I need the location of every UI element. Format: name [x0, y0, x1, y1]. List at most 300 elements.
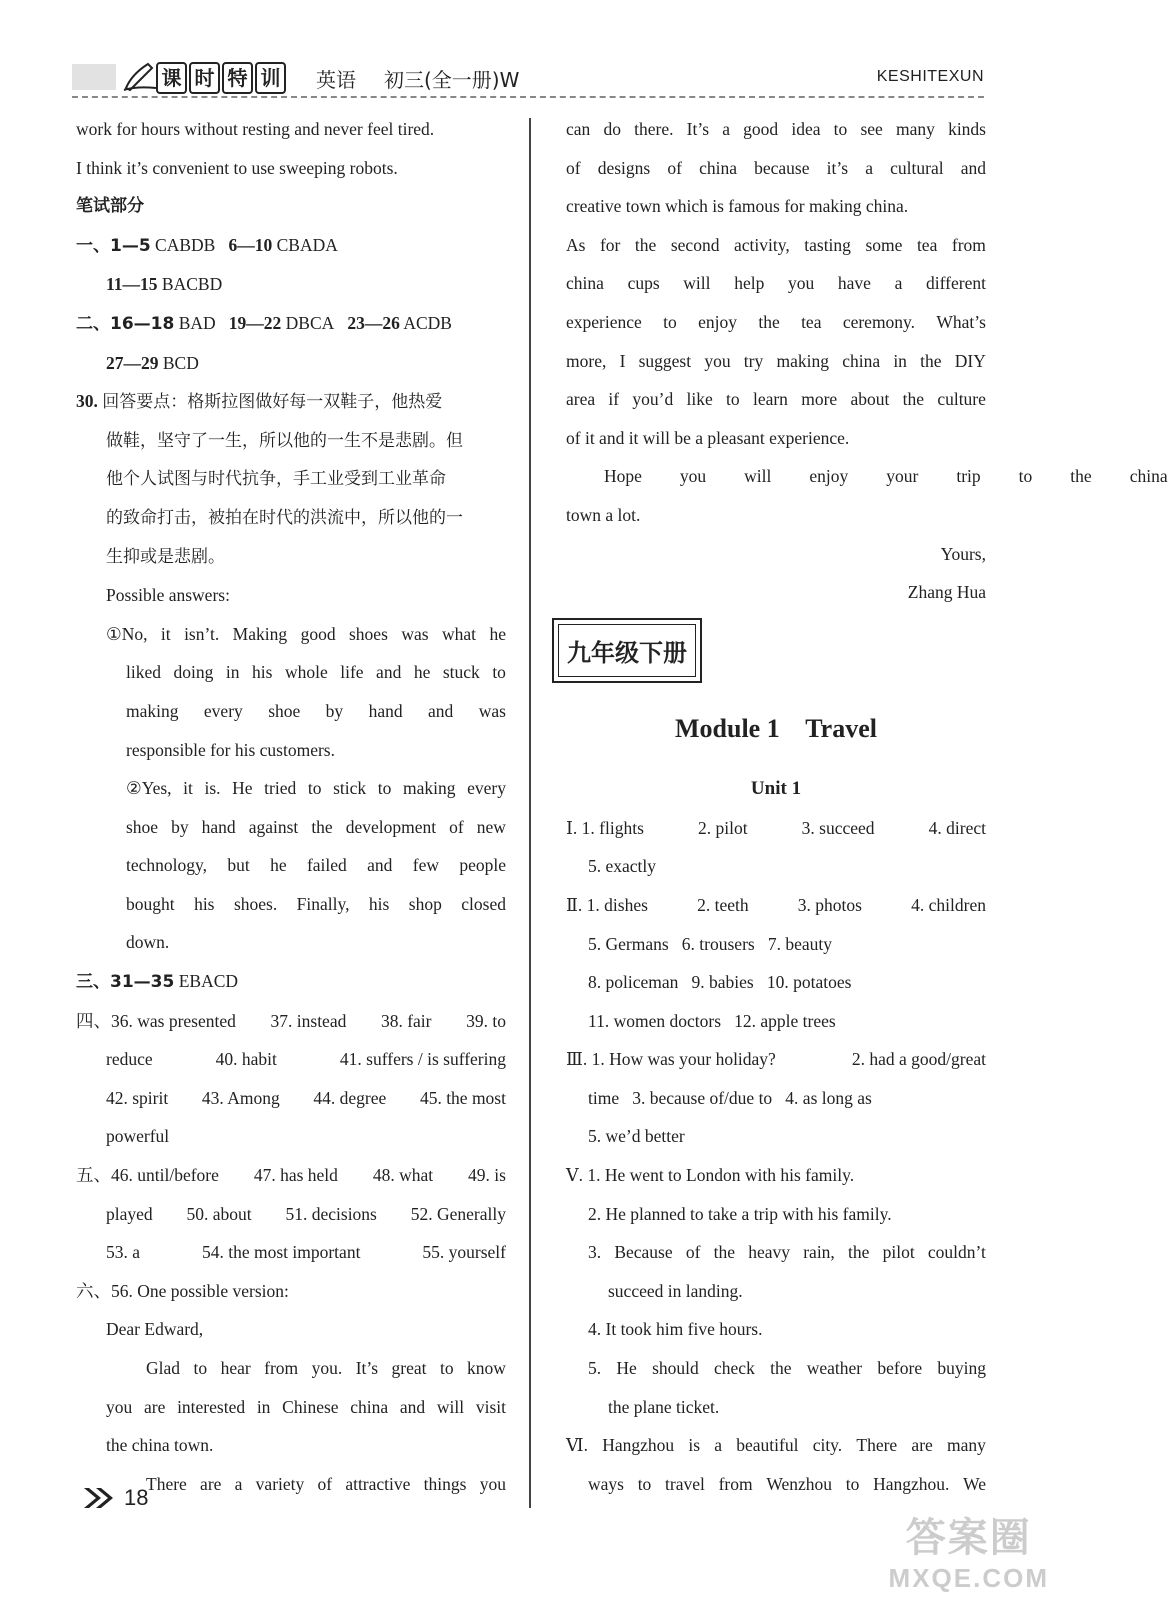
word: tea: [916, 234, 938, 255]
word: development: [345, 816, 437, 837]
word: see: [860, 119, 883, 139]
word: rain,: [803, 1242, 835, 1263]
word: will: [744, 466, 772, 487]
word: He: [616, 1358, 637, 1379]
brand-en: KESHITEXUN: [876, 68, 984, 85]
text-line: [566, 457, 1168, 496]
word: to: [1018, 466, 1033, 487]
text-line: Possible answers:: [106, 585, 230, 606]
text-line: [566, 380, 986, 419]
word: 43. Among: [201, 1087, 280, 1108]
word: about: [850, 389, 890, 410]
word: good: [743, 119, 779, 139]
word: Ⅵ.: [566, 1435, 588, 1456]
word: What’s: [936, 311, 986, 332]
word: in: [256, 1396, 271, 1417]
left-column: [76, 110, 506, 1503]
word: hand: [201, 816, 236, 837]
word: by: [325, 700, 344, 721]
word: was: [478, 700, 506, 721]
answer-line: [566, 809, 986, 848]
word: 49. is: [468, 1165, 506, 1186]
word: you: [787, 273, 815, 294]
text-line: town a lot.: [566, 504, 641, 525]
brand-char: 时: [189, 62, 220, 94]
word: Ⅱ. 1. dishes: [566, 894, 648, 915]
word: his: [252, 662, 273, 683]
letter-greeting: Dear Edward,: [106, 1319, 204, 1340]
word: few: [412, 855, 439, 876]
word: cultural: [890, 157, 944, 178]
subject-label: 英语: [316, 68, 356, 92]
word: do: [603, 119, 621, 139]
brand-title: [156, 62, 288, 94]
word: to: [307, 778, 322, 799]
word: 44. degree: [313, 1087, 387, 1108]
word: 53. a: [106, 1242, 141, 1263]
word: 47. has held: [253, 1165, 338, 1186]
text-line: [76, 846, 506, 885]
word: attractive: [345, 1473, 411, 1494]
word: know: [467, 1358, 506, 1378]
word: more: [801, 389, 838, 410]
answer-line: 4. It took him five hours.: [588, 1319, 763, 1340]
word: enjoy: [698, 311, 737, 332]
word: designs: [597, 157, 651, 178]
word: every: [467, 778, 506, 799]
answer-line: [76, 265, 506, 304]
answer-line: [76, 304, 506, 344]
module-title: Module 1 Travel: [675, 713, 877, 743]
word: there.: [634, 119, 674, 139]
text-line: I think it’s convenient to use sweeping robots.: [76, 157, 398, 178]
watermark-cn: 答案圈: [905, 1515, 1032, 1561]
word: cups: [627, 273, 660, 294]
word: heavy: [748, 1242, 791, 1263]
right-column: [566, 110, 1168, 1503]
answer-line: [76, 1002, 506, 1041]
word: experience: [566, 311, 642, 332]
word: suggest: [638, 350, 692, 371]
word: whole: [284, 662, 328, 683]
text-line: 六、56. One possible version:: [76, 1280, 289, 1301]
word: 54. the most important: [201, 1242, 361, 1263]
text-line: [76, 769, 506, 808]
word: shoe: [268, 700, 301, 721]
word: but: [227, 855, 250, 876]
text-line: [76, 653, 506, 692]
answer-line: Ⅴ. 1. He went to London with his family.: [566, 1165, 855, 1186]
word: should: [652, 1358, 699, 1379]
word: to: [845, 1473, 860, 1494]
answer-line: [76, 382, 506, 422]
word: couldn’t: [927, 1242, 986, 1263]
word: life: [340, 662, 364, 683]
unit-title: Unit 1: [750, 777, 802, 799]
text-line: 的致命打击，被拍在时代的洪流中，所以他的一: [106, 507, 463, 528]
word: different: [926, 273, 986, 294]
word: 2. pilot: [697, 817, 748, 838]
answer: BAD: [178, 312, 216, 333]
word: to: [492, 662, 506, 683]
word: you: [704, 350, 731, 371]
text-line: succeed in landing.: [608, 1280, 743, 1301]
word: hand: [368, 700, 403, 721]
word: activity,: [733, 234, 790, 255]
word: in: [225, 662, 240, 683]
watermark-en: MXQE.COM: [888, 1563, 1049, 1593]
word: is: [688, 1435, 701, 1456]
text-line: work for hours without resting and never feel tired.: [76, 119, 435, 139]
word: 45. the most: [419, 1087, 506, 1108]
word: against: [248, 816, 299, 837]
question-range: 11—15: [106, 274, 158, 295]
word: learn: [752, 389, 788, 410]
word: 48. what: [372, 1165, 434, 1186]
word: 2. had a good/great: [851, 1049, 986, 1070]
word: 38. fair: [380, 1010, 432, 1031]
word: because: [754, 157, 810, 178]
answer-line: 5. Germans 6. trousers 7. beauty: [588, 933, 832, 954]
word: to: [726, 389, 740, 410]
word: culture: [937, 389, 986, 410]
word: bought: [126, 893, 175, 914]
word: china: [1129, 466, 1168, 487]
answer: DBCA: [285, 312, 335, 333]
answer-line: 11. women doctors 12. apple trees: [588, 1010, 836, 1031]
word: people: [459, 855, 506, 876]
word: a: [714, 1435, 723, 1456]
word: can: [566, 119, 591, 139]
word: variety: [255, 1473, 305, 1494]
word: trip: [956, 466, 981, 487]
answer: CBADA: [276, 234, 338, 255]
word: doing: [173, 662, 214, 683]
word: There: [856, 1435, 898, 1456]
text-line: 做鞋，坚守了一生，所以他的一生不是悲剧。但: [106, 430, 463, 451]
answer-line: [76, 344, 506, 383]
word: china: [350, 1396, 389, 1417]
word: He: [232, 778, 253, 799]
word: 41. suffers / is suffering: [339, 1049, 506, 1070]
word: what: [441, 623, 477, 644]
word: great: [391, 1358, 427, 1378]
text-line: [566, 110, 986, 149]
word: a: [894, 273, 903, 294]
answer-line: [76, 962, 506, 1002]
word: ways: [588, 1473, 624, 1494]
word: the: [713, 1242, 736, 1263]
word: shop: [408, 893, 442, 914]
text-line: [566, 264, 986, 303]
word: it’s: [826, 157, 849, 178]
word: weather: [806, 1358, 863, 1379]
word: making: [126, 700, 179, 721]
word: of: [685, 1242, 701, 1263]
text-line: 他个人试图与时代抗争，手工业受到工业革命: [106, 469, 446, 490]
word: of: [317, 1473, 333, 1494]
word: Because: [614, 1242, 673, 1263]
word: it: [183, 778, 193, 799]
text-line: [76, 692, 506, 731]
word: 40. habit: [215, 1049, 277, 1070]
word: new: [476, 816, 506, 837]
question-range: 23—26: [347, 312, 400, 333]
word: visit: [475, 1396, 506, 1417]
answer-line: 5. exactly: [588, 856, 657, 877]
word: 4. children: [911, 894, 986, 915]
word: the: [770, 1358, 792, 1379]
question-range: 6—10: [228, 234, 273, 255]
word: Wenzhou: [766, 1473, 832, 1494]
answer-line: [566, 1426, 986, 1465]
word: tried: [264, 778, 297, 799]
section-heading: 笔试部分: [76, 196, 144, 217]
question-range: 一、1—5: [76, 235, 151, 256]
brand-char: 特: [222, 62, 253, 94]
word: played: [106, 1203, 153, 1224]
word: pilot: [882, 1242, 915, 1263]
word: ①No,: [106, 623, 148, 644]
text-line: [76, 808, 506, 847]
text-line: [76, 1349, 506, 1388]
word: if: [608, 389, 620, 410]
word: a: [722, 119, 730, 139]
text-line: [76, 615, 506, 654]
word: in: [893, 350, 907, 371]
answer: ACDB: [403, 312, 452, 333]
word: 3. photos: [797, 894, 862, 915]
text-line: [566, 303, 986, 342]
word: interested: [177, 1396, 246, 1417]
word: Glad: [146, 1358, 181, 1378]
word: area: [566, 389, 596, 410]
word: china: [699, 157, 737, 178]
word: making: [403, 778, 456, 799]
answer-line: [76, 1195, 506, 1234]
word: things: [423, 1473, 467, 1494]
answer-line: 2. He planned to take a trip with his family.: [588, 1203, 892, 1224]
word: a: [234, 1473, 243, 1494]
word: 55. yourself: [422, 1242, 506, 1263]
letter-signature: Zhang Hua: [907, 582, 986, 603]
word: We: [963, 1473, 986, 1494]
word: he: [489, 623, 506, 644]
answer-line: 8. policeman 9. babies 10. potatoes: [588, 972, 852, 993]
text-line: [566, 226, 986, 265]
text-line: creative town which is famous for making china.: [566, 196, 909, 217]
question-range: 27—29: [106, 352, 159, 373]
text-line: [76, 1388, 506, 1427]
word: There: [146, 1473, 187, 1494]
word: was: [401, 623, 429, 644]
word: liked: [126, 662, 161, 683]
word: many: [947, 1435, 986, 1456]
word: are: [911, 1435, 933, 1456]
brand-char: 课: [156, 62, 187, 94]
word: to: [663, 311, 677, 332]
word: from: [264, 1358, 299, 1378]
section-banner: [552, 618, 702, 683]
word: isn’t.: [184, 623, 220, 644]
word: have: [837, 273, 871, 294]
word: and: [960, 157, 986, 178]
word: to: [637, 1473, 652, 1494]
answer-line: [566, 886, 986, 925]
word: enjoy: [809, 466, 849, 487]
word: tasting: [804, 234, 851, 255]
word: 5.: [588, 1358, 602, 1379]
answer-text: 回答要点：格斯拉图做好每一双鞋子，他热爱: [102, 392, 443, 413]
word: and: [367, 855, 393, 876]
word: check: [714, 1358, 755, 1379]
word: second: [670, 234, 720, 255]
word: Finally,: [296, 893, 350, 914]
word: kinds: [948, 119, 986, 139]
word: the: [758, 311, 780, 332]
word: I: [619, 350, 626, 371]
word: 51. decisions: [285, 1203, 377, 1224]
answer-line: [566, 1040, 986, 1079]
letter-closing: Yours,: [940, 543, 986, 564]
word: 3.: [588, 1242, 602, 1263]
word: you: [679, 466, 707, 487]
word: 42. spirit: [106, 1087, 169, 1108]
word: you’d: [632, 389, 674, 410]
word: tea: [801, 311, 822, 332]
text-line: of it and it will be a pleasant experience.: [566, 427, 850, 448]
word: DIY: [954, 350, 986, 371]
word: are: [200, 1473, 222, 1494]
word: a: [865, 157, 873, 178]
word: stick: [333, 778, 367, 799]
word: beautiful: [736, 1435, 799, 1456]
word: the: [311, 816, 333, 837]
word: for: [599, 234, 621, 255]
word: to: [833, 119, 848, 139]
text-line: powerful: [106, 1126, 170, 1147]
word: Making: [232, 623, 288, 644]
question-range: 二、16—18: [76, 313, 175, 334]
grade-label: 初三(全一册)W: [384, 68, 520, 92]
answer-line: [76, 1156, 506, 1195]
word: and: [376, 662, 402, 683]
answer: BCD: [162, 352, 199, 373]
answer-line: [76, 1079, 506, 1118]
question-number: 30.: [76, 391, 98, 412]
text-line: [566, 342, 986, 381]
text-line: [566, 149, 986, 188]
word: 50. about: [186, 1203, 252, 1224]
answer-line: [76, 1233, 506, 1272]
word: to: [439, 1358, 454, 1378]
answer-line: 5. we’d better: [588, 1126, 685, 1147]
word: he: [270, 855, 287, 876]
word: you: [479, 1473, 506, 1494]
word: Hope: [604, 466, 642, 487]
logo-block: [72, 64, 116, 90]
word: hear: [220, 1358, 251, 1378]
answer-line: [566, 1349, 986, 1388]
word: idea: [791, 119, 821, 139]
word: the: [634, 234, 657, 255]
word: 五、46. until/before: [76, 1165, 219, 1186]
word: from: [951, 234, 986, 255]
word: more,: [566, 350, 607, 371]
answer: BACBD: [161, 274, 223, 295]
answer: CABDB: [155, 234, 216, 255]
word: china: [842, 350, 881, 371]
word: closed: [461, 893, 506, 914]
word: ②Yes,: [126, 778, 172, 799]
word: reduce: [106, 1049, 153, 1070]
word: of: [667, 157, 682, 178]
word: will: [436, 1396, 465, 1417]
text-line: 生抑或是悲剧。: [106, 546, 225, 567]
text-line: down.: [126, 932, 170, 953]
word: china: [566, 273, 604, 294]
word: shoe: [126, 816, 159, 837]
word: It’s: [355, 1358, 379, 1378]
word: of: [449, 816, 464, 837]
watermark-logo: [889, 1506, 1049, 1594]
word: from: [718, 1473, 753, 1494]
word: city.: [812, 1435, 843, 1456]
word: shoes: [349, 623, 388, 644]
word: buying: [937, 1358, 986, 1379]
word: Ⅲ. 1. How was your holiday?: [566, 1049, 776, 1070]
word: some: [865, 234, 903, 255]
word: It’s: [686, 119, 710, 139]
word: travel: [665, 1473, 705, 1494]
word: technology,: [126, 855, 207, 876]
word: try: [743, 350, 764, 371]
word: 2. teeth: [697, 894, 749, 915]
word: 四、36. was presented: [76, 1010, 236, 1031]
word: Chinese: [282, 1396, 339, 1417]
word: good: [300, 623, 336, 644]
word: you.: [311, 1358, 343, 1378]
word: the: [848, 1242, 870, 1263]
word: help: [734, 273, 765, 294]
word: of: [566, 157, 581, 178]
word: his: [368, 893, 390, 914]
text-line: responsible for his customers.: [126, 739, 335, 760]
word: many: [896, 119, 935, 139]
word: 37. instead: [270, 1010, 347, 1031]
answer-line: time 3. because of/due to 4. as long as: [588, 1087, 872, 1108]
word: and: [428, 700, 454, 721]
word: 52. Generally: [410, 1203, 506, 1224]
answer-line: [76, 226, 506, 266]
answer: EBACD: [178, 971, 239, 992]
word: the: [902, 389, 925, 410]
text-line: the plane ticket.: [608, 1396, 720, 1417]
word: Ⅰ. 1. flights: [566, 817, 644, 838]
text-line: [566, 1465, 986, 1504]
answer-line: [76, 1040, 506, 1079]
word: your: [886, 466, 919, 487]
word: are: [143, 1396, 166, 1417]
brand-char: 训: [255, 62, 286, 94]
text-line: the china town.: [106, 1435, 214, 1456]
answer-line: [566, 1233, 986, 1272]
word: to: [377, 778, 392, 799]
word: it: [160, 623, 171, 644]
word: every: [203, 700, 243, 721]
question-range: 三、31—35: [76, 972, 175, 993]
word: the: [920, 350, 942, 371]
